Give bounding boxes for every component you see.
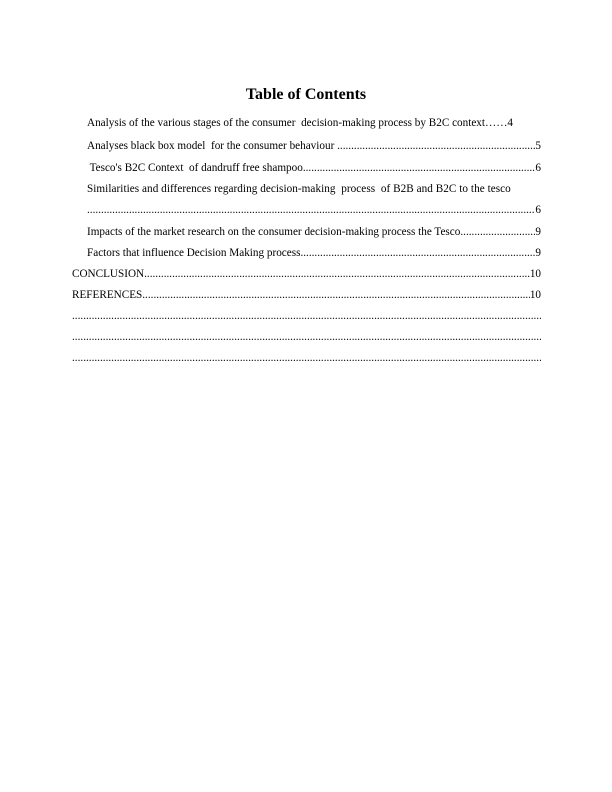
toc-entry-empty[interactable] — [72, 309, 541, 323]
toc-entry-page: 4 — [507, 117, 513, 129]
toc-dot-leader — [72, 351, 541, 365]
toc-entry[interactable] — [87, 246, 541, 260]
toc-entry-text: Analyses black box model for the consumer behaviour — [87, 140, 338, 152]
toc-entry-text: Impacts of the market research on the consumer decision-making process the Tesco — [87, 226, 461, 238]
toc-entry-page: 6 — [535, 162, 541, 174]
toc-entry-text: Analysis of the various stages of the consumer decision-making process by B2C context — [87, 117, 486, 129]
toc-dot-leader — [144, 267, 530, 281]
toc-entry-text: Tesco's B2C Context of dandruff free shampoo — [87, 162, 303, 174]
toc-entry-text: Similarities and differences regarding decision-making process of B2B and B2C to the tesco — [87, 183, 511, 195]
toc-entry-page: 5 — [535, 140, 541, 152]
toc-entry[interactable] — [87, 161, 541, 175]
toc-entry-leader: …… — [485, 117, 508, 129]
toc-entry[interactable] — [87, 116, 541, 130]
toc-dot-leader — [337, 139, 535, 153]
toc-entry-text: Factors that influence Decision Making process — [87, 247, 301, 259]
toc-heading: Table of Contents — [245, 86, 367, 103]
toc-dot-leader — [72, 330, 541, 344]
toc-entry-text: CONCLUSION — [72, 268, 145, 280]
toc-entry-page: 10 — [529, 289, 541, 301]
toc-entry[interactable] — [87, 182, 541, 196]
toc-dot-leader — [300, 246, 535, 260]
toc-dot-leader — [460, 225, 535, 239]
toc-entry[interactable] — [87, 139, 541, 153]
toc-entry-page: 9 — [535, 226, 541, 238]
toc-entry-empty[interactable] — [72, 330, 541, 344]
toc-entry[interactable] — [72, 288, 541, 302]
toc-entry-page: 9 — [535, 247, 541, 259]
toc-dot-leader — [87, 203, 535, 217]
toc-entry-page: 6 — [535, 204, 541, 216]
toc-dot-leader — [142, 288, 530, 302]
toc-dot-leader — [72, 309, 541, 323]
toc-entry-empty[interactable] — [72, 351, 541, 365]
toc-entry-page: 10 — [529, 268, 541, 280]
toc-entry-continuation[interactable] — [87, 203, 541, 217]
toc-entry-text: REFERENCES — [72, 289, 143, 301]
toc-entry[interactable] — [72, 267, 541, 281]
toc-dot-leader — [303, 161, 536, 175]
toc-entry[interactable] — [87, 225, 541, 239]
